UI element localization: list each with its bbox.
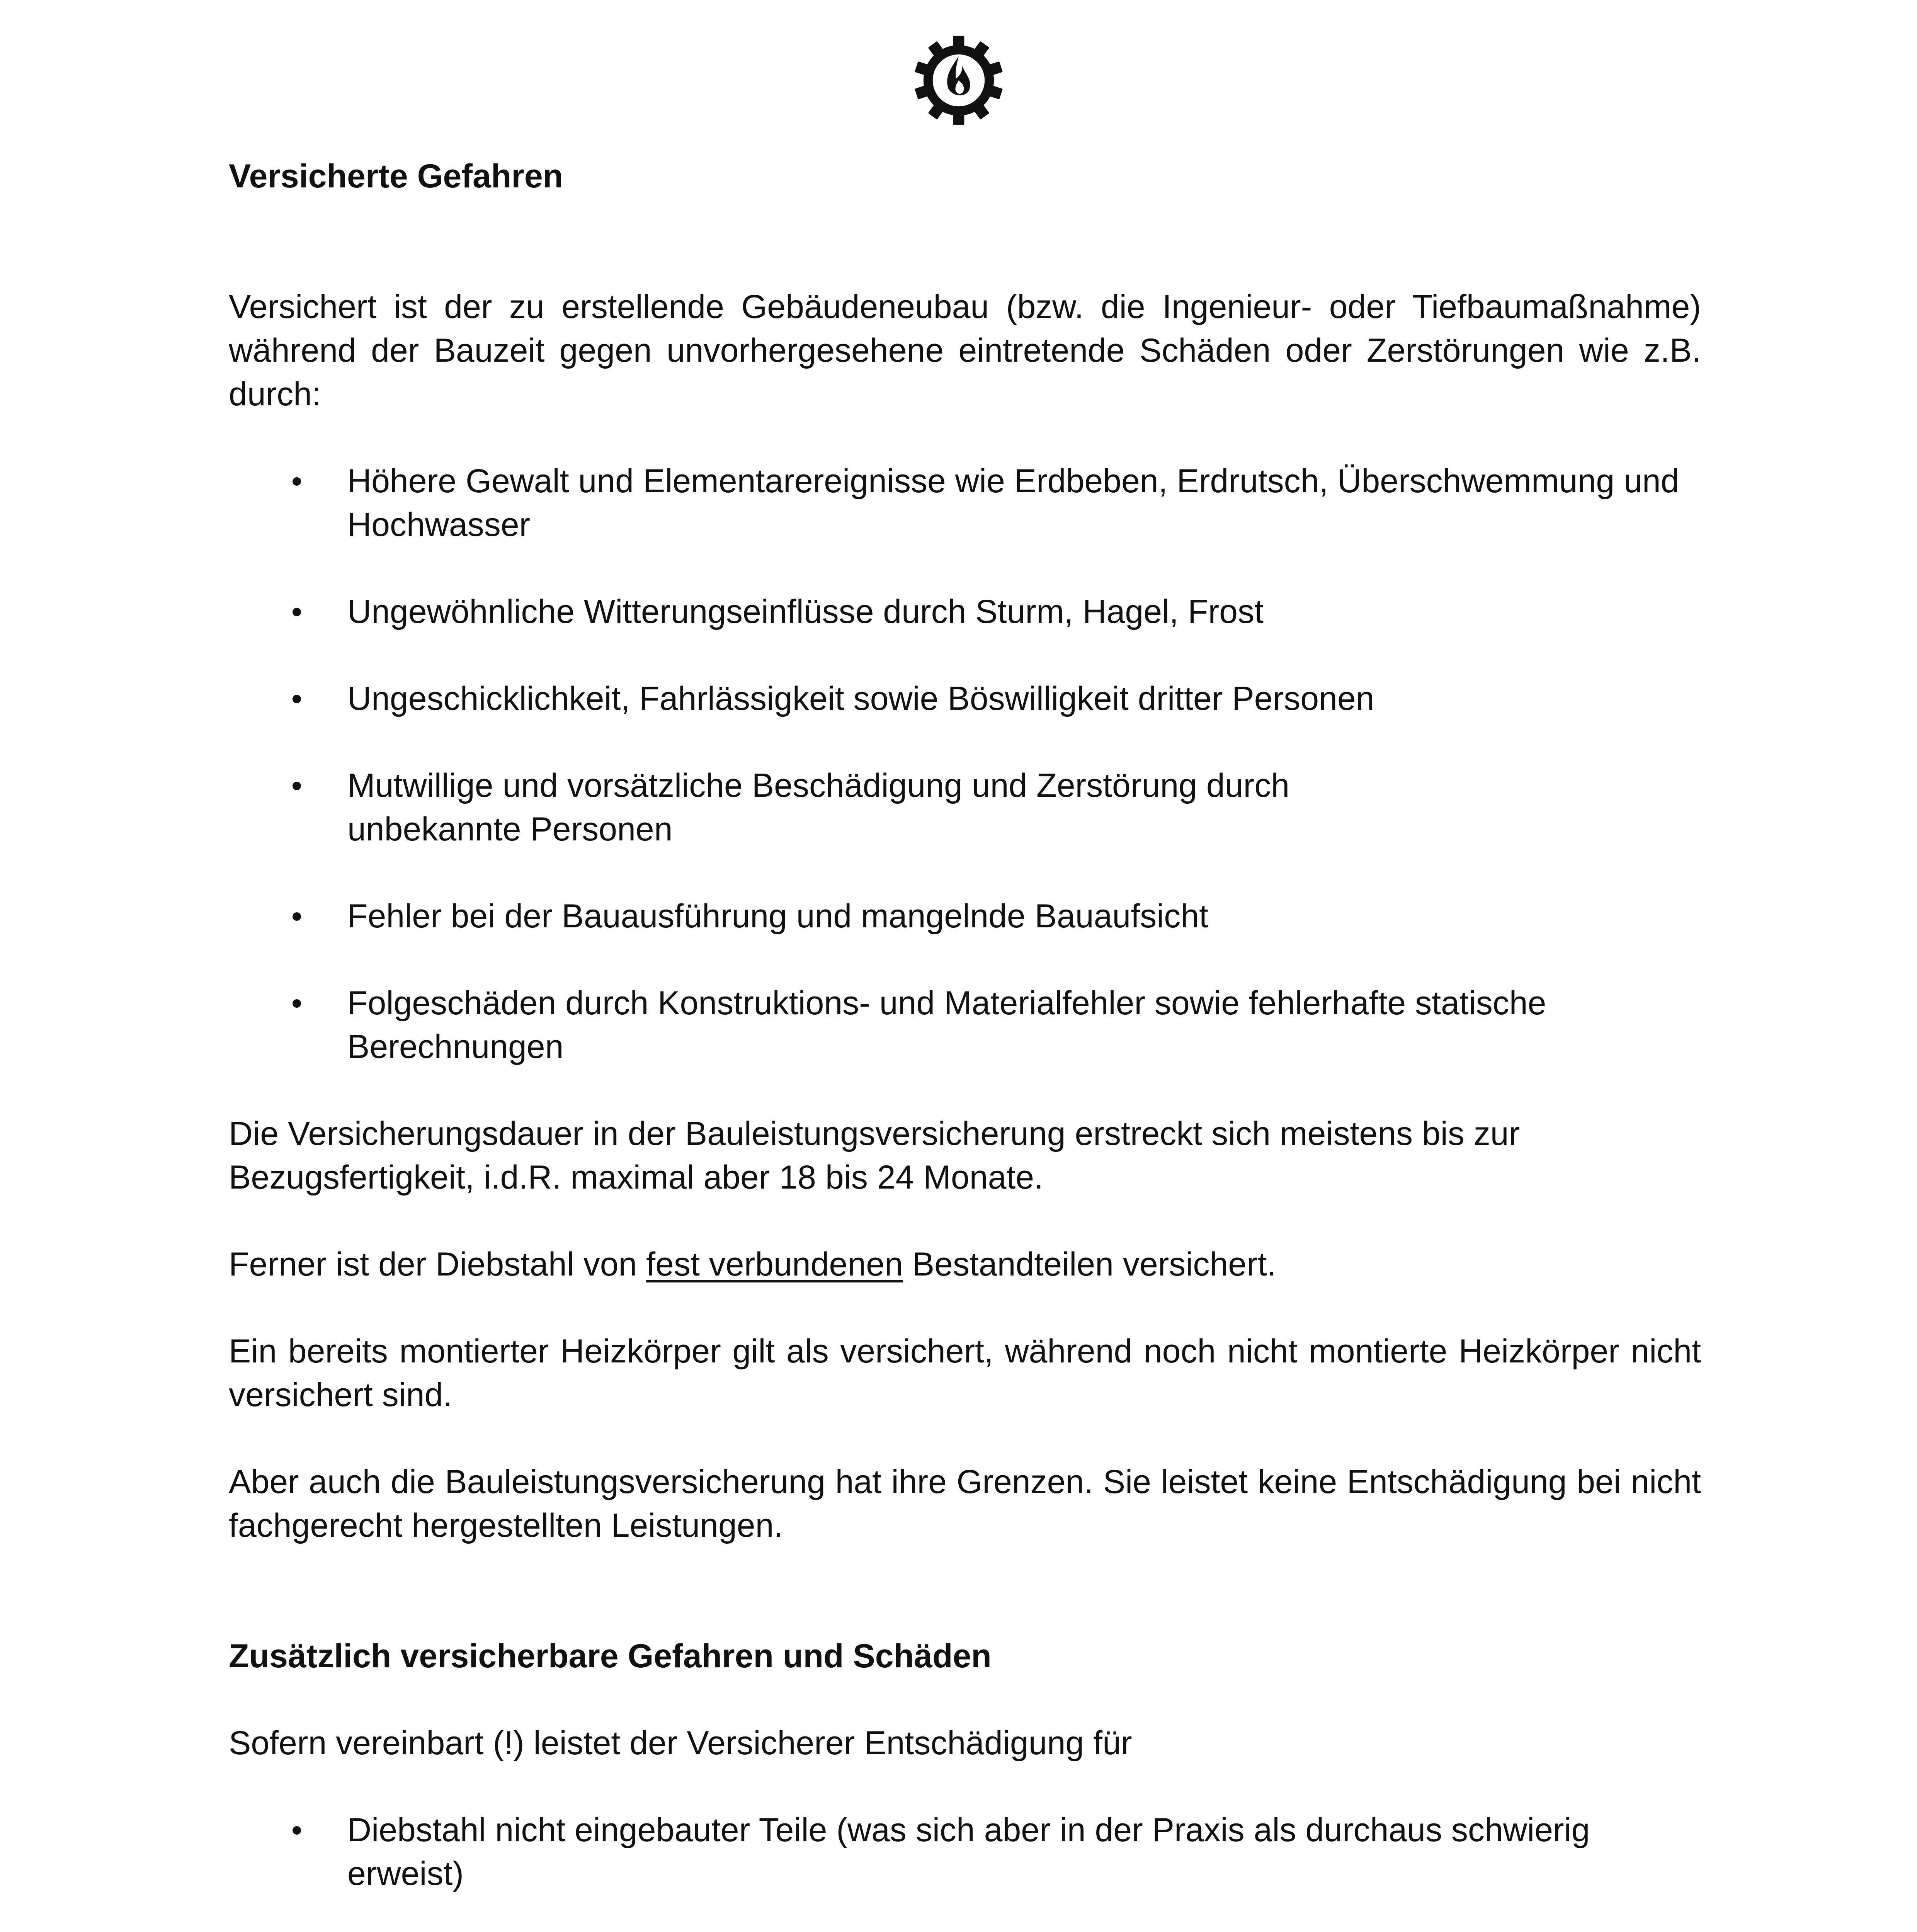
bullet-icon: [293, 1826, 301, 1835]
bullet-icon: [293, 608, 301, 616]
underlined-text: fest verbundenen: [646, 1246, 903, 1283]
bullet-icon: [293, 695, 301, 703]
list-item: Mutwillige und vorsätzliche Beschädigung und Zerstörung durch unbekannte Personen: [229, 764, 1701, 851]
section-heading-insured-risks: Versicherte Gefahren: [229, 158, 563, 195]
insured-risks-list: [229, 459, 1701, 1069]
additional-risks-list: [229, 1808, 1701, 1932]
list-item: Ungeschicklichkeit, Fahrlässigkeit sowie Böswilligkeit dritter Personen: [229, 677, 1701, 721]
list-item: Folgeschäden durch Konstruktions- und Materialfehler sowie fehlerhafte statische Berechnungen: [229, 981, 1701, 1069]
bullet-icon: [293, 782, 301, 790]
theft-paragraph: Ferner ist der Diebstahl von fest verbundenen Bestandteilen versichert.: [229, 1246, 1276, 1283]
list-item: Höhere Gewalt und Elementarereignisse wie Erdbeben, Erdrutsch, Überschwemmung und Hochwasser: [229, 459, 1701, 547]
bullet-icon: [293, 477, 301, 486]
bullet-icon: [293, 912, 301, 921]
insured-risks-intro: Versichert ist der zu erstellende Gebäudeneubau (bzw. die Ingenieur- oder Tiefbaumaßnahme) während der Bauzeit gegen unvorhergesehene eintretende Schäden oder Zerstörungen wie z.B. durch:: [229, 288, 1701, 413]
gear-flame-icon: [912, 34, 1005, 127]
list-item: Fehler bei der Bauausführung und mangelnde Bauaufsicht: [229, 895, 1701, 938]
list-item: Diebstahl nicht eingebauter Teile (was sich aber in der Praxis als durchaus schwierig erweist): [229, 1808, 1701, 1896]
logo: [912, 34, 1005, 127]
section-heading-additional-risks: Zusätzlich versicherbare Gefahren und Schäden: [229, 1638, 992, 1675]
radiator-paragraph: Ein bereits montierter Heizkörper gilt als versichert, während noch nicht montierte Heizkörper nicht versichert sind.: [229, 1333, 1701, 1413]
list-item: Ungewöhnliche Witterungseinflüsse durch Sturm, Hagel, Frost: [229, 590, 1701, 634]
limits-paragraph: Aber auch die Bauleistungsversicherung hat ihre Grenzen. Sie leistet keine Entschädigung bei nicht fachgerecht hergestellten Leistungen.: [229, 1463, 1701, 1544]
additional-risks-intro: Sofern vereinbart (!) leistet der Versicherer Entschädigung für: [229, 1725, 1132, 1762]
bullet-icon: [293, 999, 301, 1008]
insurance-duration-paragraph: Die Versicherungsdauer in der Bauleistungsversicherung erstreckt sich meistens bis zur Bezugsfertigkeit, i.d.R. maximal aber 18 bis 24 Monate.: [229, 1115, 1520, 1196]
document-body: [229, 155, 1701, 1932]
